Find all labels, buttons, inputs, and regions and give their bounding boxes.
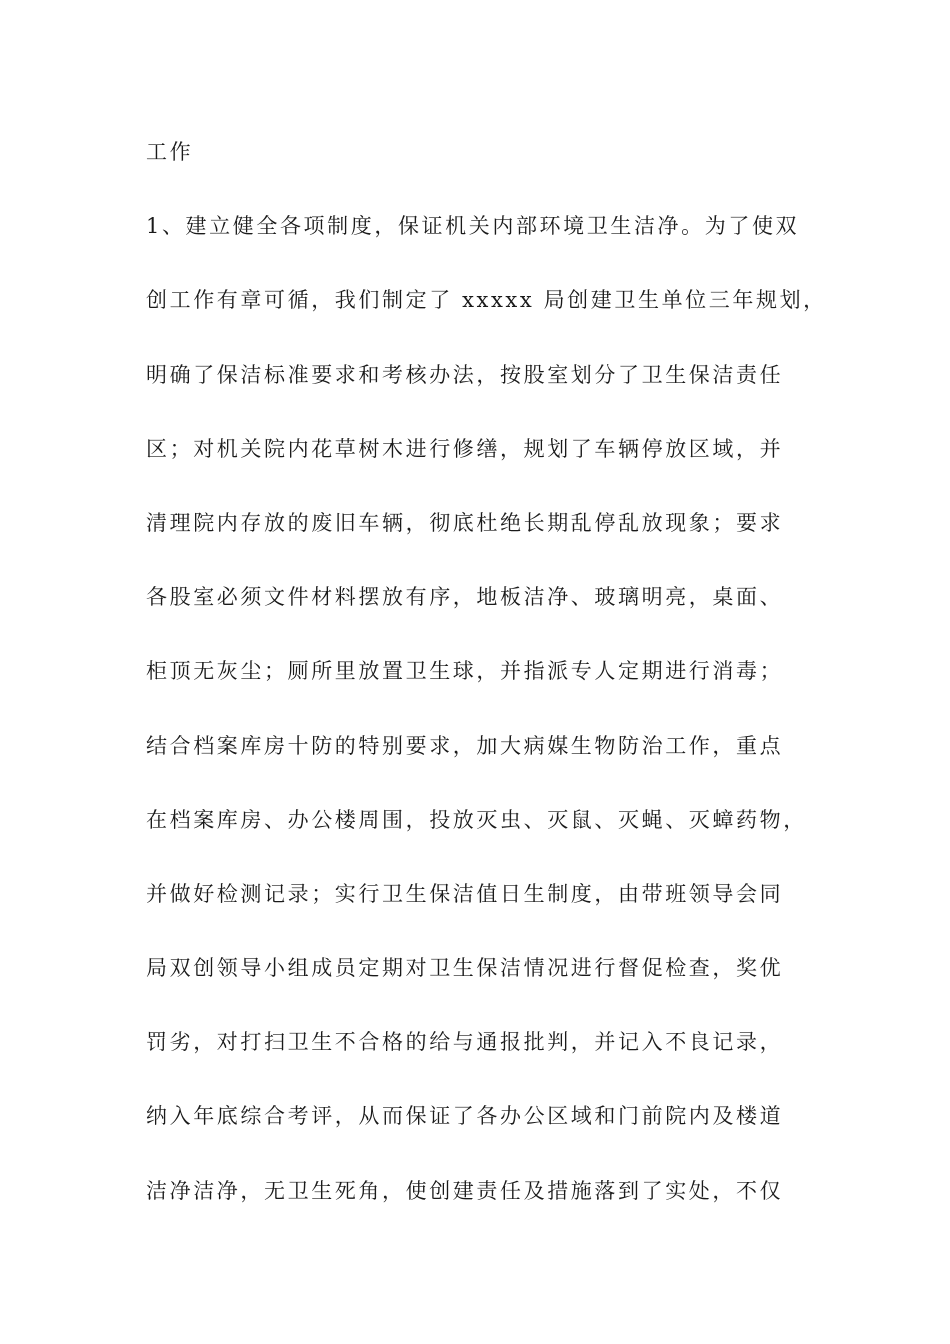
text-line: 并做好检测记录；实行卫生保洁值日生制度，由带班领导会同: [146, 881, 784, 906]
text-line: 局双创领导小组成员定期对卫生保洁情况进行督促检查，奖优: [146, 956, 784, 981]
text-line: 明确了保洁标准要求和考核办法，按股室划分了卫生保洁责任: [146, 362, 784, 387]
text-line: 纳入年底综合考评，从而保证了各办公区域和门前院内及楼道: [146, 1104, 784, 1129]
text-line: 结合档案库房十防的特别要求，加大病媒生物防治工作，重点: [146, 733, 784, 758]
text-line: 各股室必须文件材料摆放有序，地板洁净、玻璃明亮，桌面、: [146, 585, 784, 610]
text-line: 1、建立健全各项制度，保证机关内部环境卫生洁净。为了使双: [146, 214, 800, 239]
text-line: 区；对机关院内花草树木进行修缮，规划了车辆停放区域，并: [146, 436, 784, 461]
text-line: 罚劣，对打扫卫生不合格的给与通报批判，并记入不良记录，: [146, 1030, 784, 1055]
text-line: 在档案库房、办公楼周围，投放灭虫、灭鼠、灭蝇、灭蟑药物，: [146, 807, 807, 832]
body-text: [146, 128, 826, 1241]
text-line: 洁净洁净，无卫生死角，使创建责任及措施落到了实处，不仅: [146, 1178, 784, 1203]
text-line: 创工作有章可循，我们制定了 xxxxx 局创建卫生单位三年规划，: [146, 288, 827, 313]
text-line: 清理院内存放的废旧车辆，彻底杜绝长期乱停乱放现象；要求: [146, 510, 784, 535]
text-line: 柜顶无灰尘；厕所里放置卫生球，并指派专人定期进行消毒；: [146, 659, 784, 684]
text-line: 工作: [146, 140, 194, 164]
